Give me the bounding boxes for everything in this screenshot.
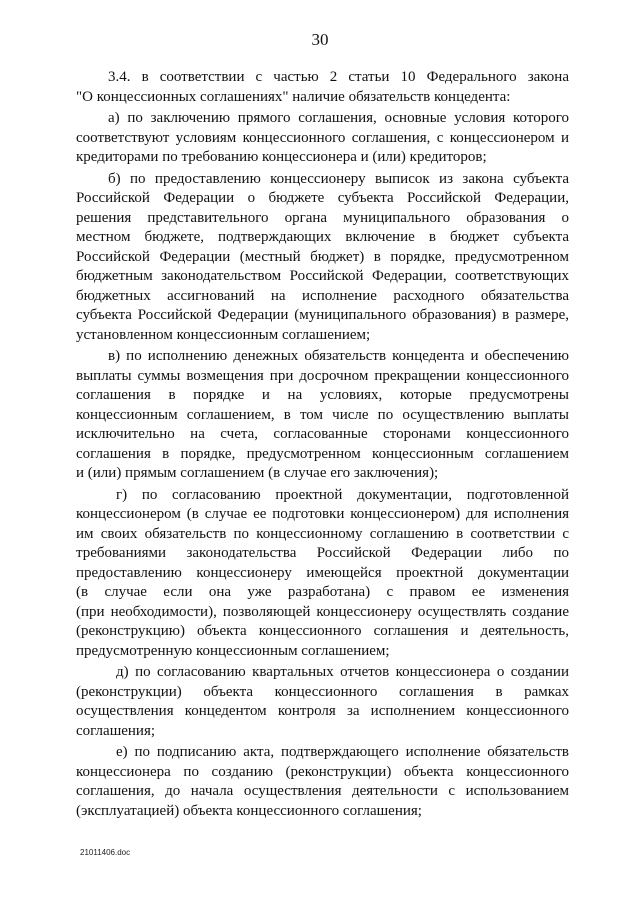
text-line: решения представительного органа муниципального образования о	[76, 209, 569, 226]
text-line: местном бюджете, подтверждающих включение в бюджет субъекта	[76, 229, 569, 245]
text-line: в) по исполнению денежных обязательств концедента и обеспечению	[108, 348, 569, 364]
text-line: (эксплуатацией) объекта концессионного соглашения;	[76, 802, 422, 819]
item-a	[76, 109, 569, 168]
text-line: соглашения в порядке, предусмотренном концессионным соглашением	[76, 445, 569, 462]
text-line: соглашения в порядке и на условиях, которые предусмотрены	[76, 387, 569, 403]
text-line: осуществления концедентом контроля за исполнением концессионного	[76, 703, 569, 719]
text-line: предусмотренную концессионным соглашением;	[76, 642, 390, 659]
text-line: требованиями законодательства Российской Федерации либо по	[76, 545, 569, 561]
text-line: "О концессионных соглашениях" наличие обязательств концедента:	[76, 88, 511, 105]
text-line: концессионером (в случае ее подготовки концессионером) для исполнения	[76, 506, 569, 522]
text-line: д) по согласованию квартальных отчетов концессионера о создании	[116, 664, 569, 680]
text-line: б) по предоставлению концессионеру выписок из закона субъекта	[108, 170, 569, 187]
text-line: концессионным соглашением, в том числе по осуществлению выплаты	[76, 406, 569, 423]
text-line: предоставлению концессионеру имеющейся проектной документации	[76, 564, 569, 581]
text-line: (в случае если она уже разработана) с правом ее изменения	[76, 584, 569, 600]
item-v	[76, 347, 569, 484]
text-line: кредиторами по требованию концессионера и (или) кредиторов;	[76, 149, 487, 165]
text-line: Российской Федерации о бюджете субъекта Российской Федерации,	[76, 190, 569, 206]
item-g	[76, 486, 569, 662]
text-line: бюджетным законодательством Российской Федерации, соответствующих	[76, 268, 569, 284]
text-line: соглашения, до начала осуществления деятельности с использованием	[76, 783, 569, 799]
item-d	[76, 663, 569, 741]
text-line: выплаты суммы возмещения при досрочном прекращении концессионного	[76, 367, 569, 384]
section-intro	[76, 68, 569, 107]
text-line: е) по подписанию акта, подтверждающего исполнение обязательств	[116, 744, 569, 760]
item-b	[76, 170, 569, 346]
text-line: им своих обязательств по концессионному соглашению в соответствии с	[76, 525, 569, 542]
document-body	[76, 68, 569, 821]
text-line: бюджетных ассигнований на исполнение расходного обязательства	[76, 287, 569, 304]
text-line: (реконструкции) объекта концессионного соглашения в рамках	[76, 683, 569, 700]
text-line: и (или) прямым соглашением (в случае его заключения);	[76, 465, 439, 481]
item-e	[76, 743, 569, 821]
text-line: субъекта Российской Федерации (муниципального образования) в размере,	[76, 307, 569, 323]
text-line: соглашения;	[76, 722, 156, 739]
document-filename: 21011406.doc	[80, 848, 131, 857]
text-line: г) по согласованию проектной документации, подготовленной	[116, 486, 569, 503]
page-number: 30	[311, 30, 329, 49]
text-line: концессионера по созданию (реконструкции) объекта концессионного	[76, 763, 569, 780]
text-line: 3.4. в соответствии с частью 2 статьи 10 Федерального закона	[108, 69, 569, 85]
text-line: (при необходимости), позволяющей концессионеру осуществлять создание	[76, 603, 569, 620]
text-line: исключительно на счета, согласованные сторонами концессионного	[76, 426, 569, 442]
text-line: соответствуют условиям концессионного соглашения, с концессионером и	[76, 129, 569, 146]
text-line: а) по заключению прямого соглашения, основные условия которого	[108, 110, 569, 126]
text-line: установленном концессионным соглашением;	[76, 326, 371, 343]
text-line: Российской Федерации (местный бюджет) в порядке, предусмотренном	[76, 248, 569, 265]
text-line: (реконструкцию) объекта концессионного соглашения и деятельность,	[76, 623, 569, 639]
